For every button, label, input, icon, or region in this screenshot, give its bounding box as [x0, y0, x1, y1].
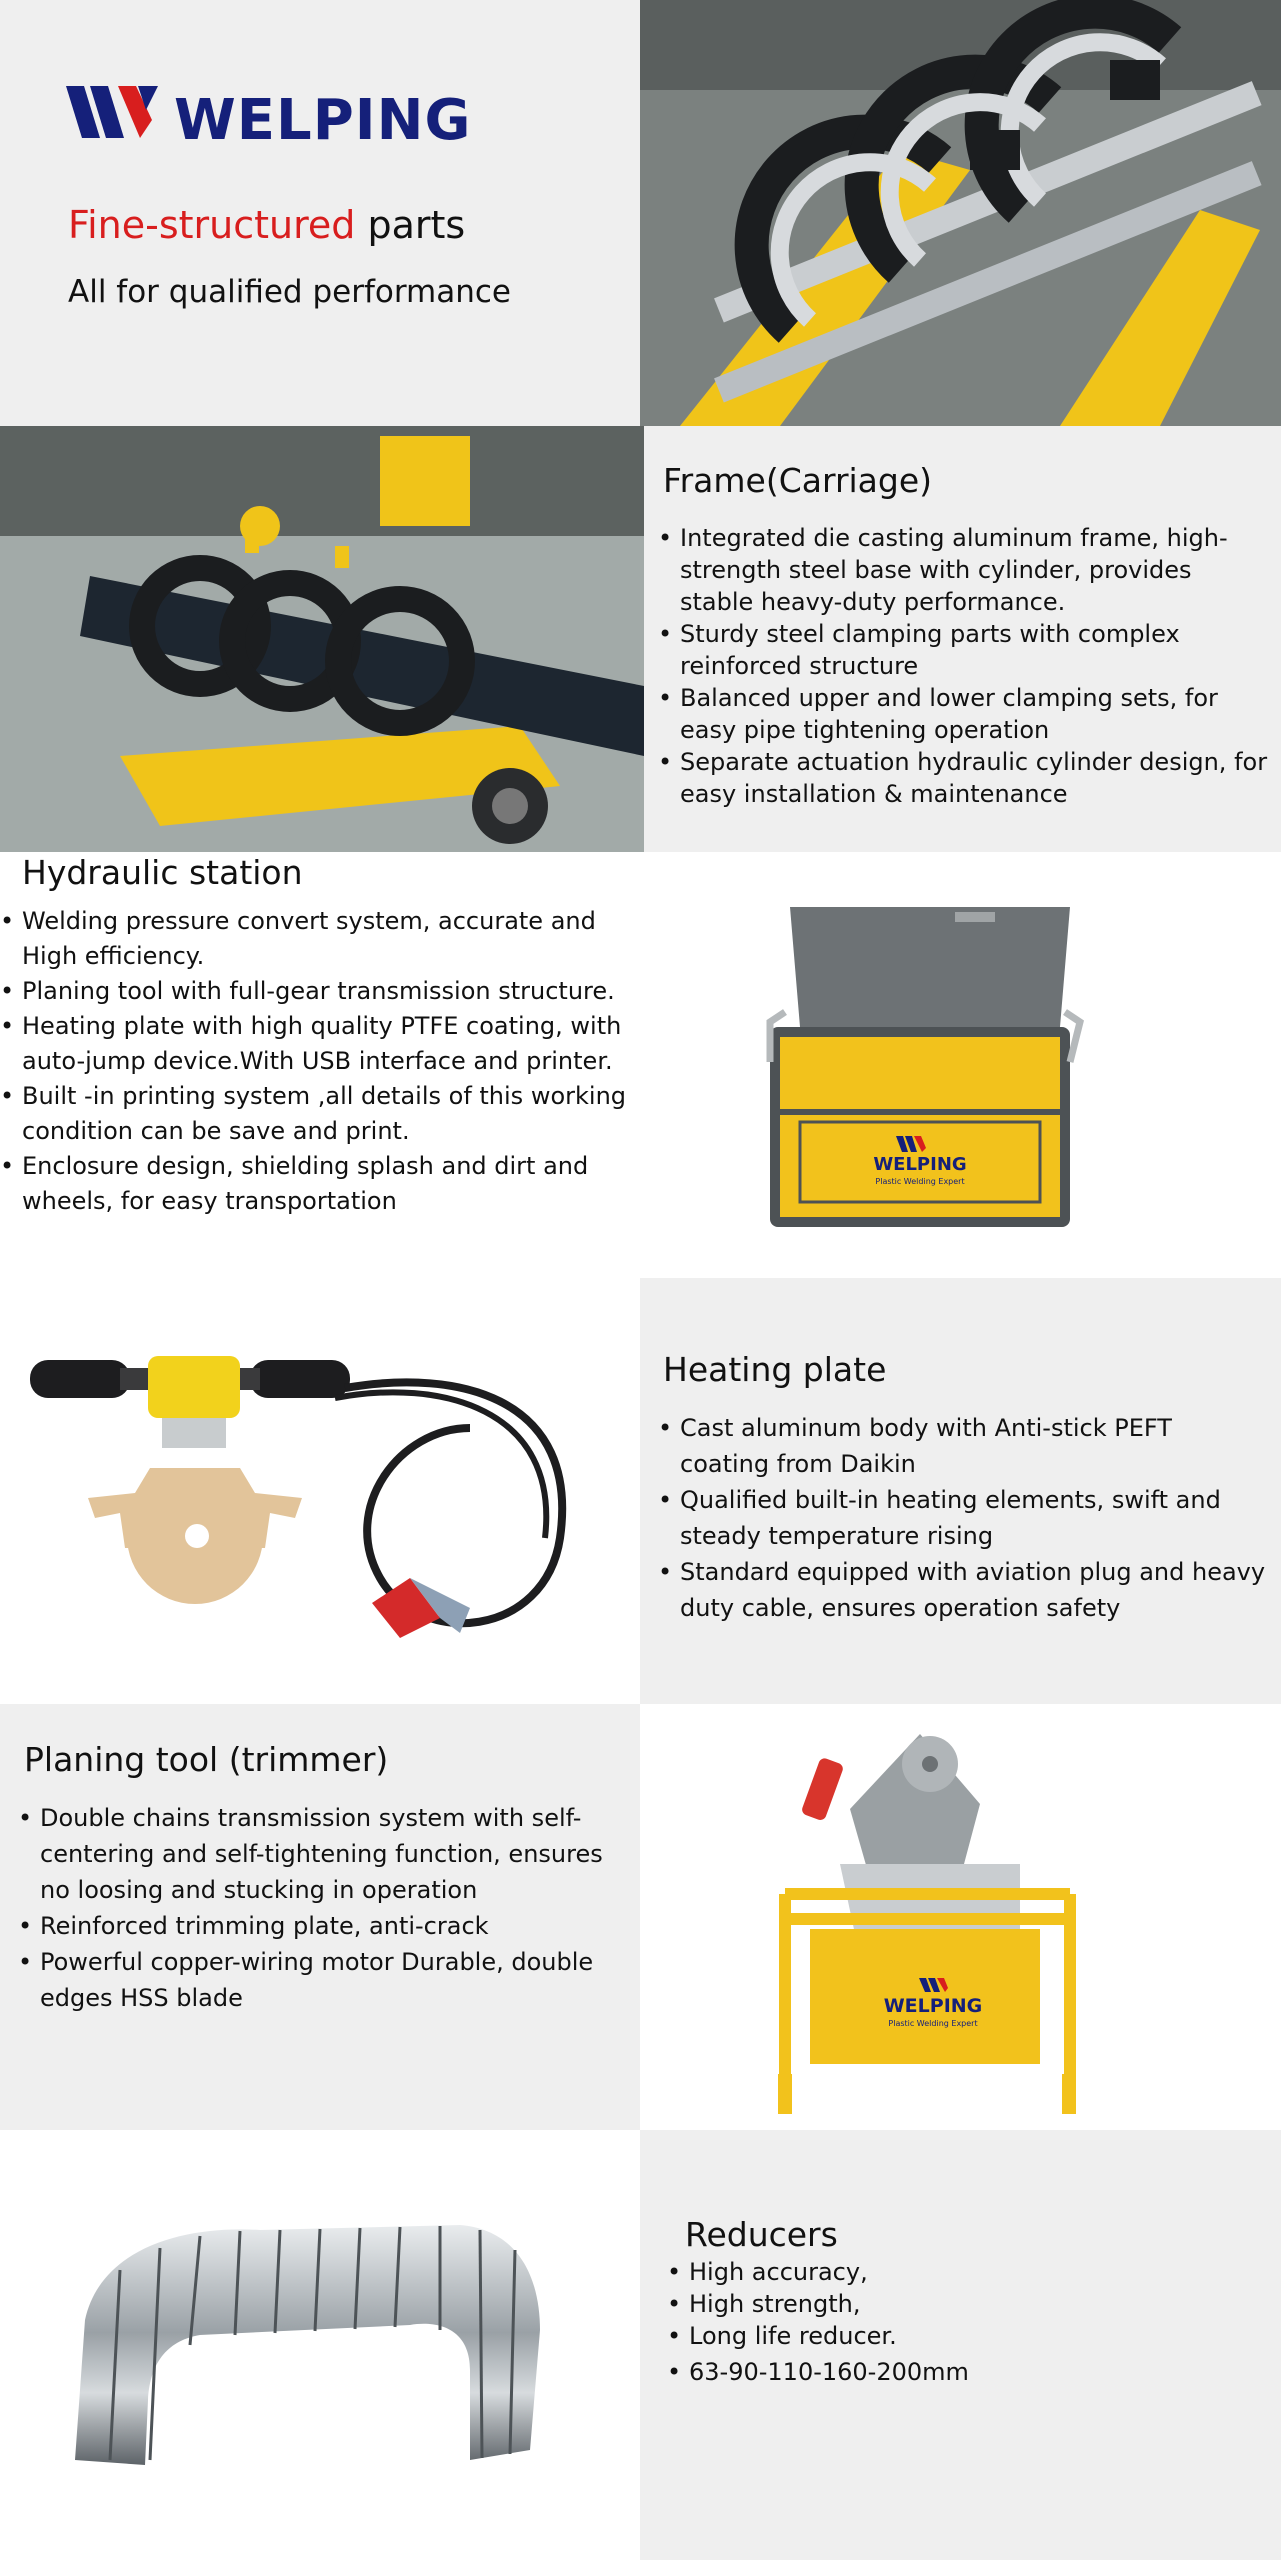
planing-tool-image: [640, 1704, 1281, 2130]
planing-list: [18, 1800, 628, 2016]
reducers-photo: [0, 2130, 640, 2560]
list-item: • Integrated die casting aluminum frame, high-strength steel base with cylinder, provides stable heavy-duty performance.: [658, 522, 1268, 618]
intro-heading-highlight: Fine-structured: [68, 203, 356, 247]
welping-logo-icon: [66, 80, 166, 144]
reducers-panel: [640, 2130, 1281, 2560]
reducers-title: Reducers: [685, 2215, 838, 2254]
frame-machine-image: [0, 426, 644, 852]
list-item: • High strength,: [667, 2288, 1267, 2320]
clamp-photo: [640, 0, 1281, 426]
list-item: • Powerful copper-wiring motor Durable, double edges HSS blade: [18, 1944, 628, 2016]
list-item: • Heating plate with high quality PTFE coating, with auto-jump device.With USB interface and printer.: [0, 1009, 640, 1079]
list-item: • 63-90-110-160-200mm: [667, 2356, 1267, 2388]
hydraulic-box-brand: WELPING: [873, 1154, 967, 1175]
reducer-inserts-image: [0, 2130, 640, 2560]
planing-panel: [0, 1704, 640, 2130]
hydraulic-list: [0, 904, 640, 1219]
intro-heading: [68, 203, 465, 247]
clamp-rings-image: [640, 0, 1281, 426]
list-item: • Long life reducer.: [667, 2320, 1267, 2352]
hydraulic-panel: [0, 852, 640, 1278]
list-item: • Double chains transmission system with self-centering and self-tightening function, ensures no loosing and stucking in operation: [18, 1800, 628, 1908]
list-item: • Standard equipped with aviation plug and heavy duty cable, ensures operation safety: [658, 1554, 1268, 1626]
list-item: • Separate actuation hydraulic cylinder design, for easy installation & maintenance: [658, 746, 1268, 810]
frame-panel: [644, 426, 1281, 852]
list-item: • Enclosure design, shielding splash and dirt and wheels, for easy transportation: [0, 1149, 640, 1219]
list-item: • Planing tool with full-gear transmission structure.: [0, 974, 640, 1009]
heating-list: [658, 1410, 1268, 1626]
heating-title: Heating plate: [663, 1350, 887, 1389]
planing-tool-brand: WELPING: [883, 1995, 983, 2017]
heating-panel: [640, 1278, 1281, 1704]
list-item: • Cast aluminum body with Anti-stick PEFT coating from Daikin: [658, 1410, 1268, 1482]
hydraulic-title: Hydraulic station: [22, 853, 303, 892]
planing-title: Planing tool (trimmer): [24, 1740, 389, 1779]
intro-heading-rest: parts: [355, 203, 466, 247]
list-item: • Balanced upper and lower clamping sets, for easy pipe tightening operation: [658, 682, 1268, 746]
list-item: • Welding pressure convert system, accurate and High efficiency.: [0, 904, 640, 974]
hydraulic-box-tagline: Plastic Welding Expert: [875, 1177, 965, 1186]
frame-photo: [0, 426, 644, 852]
list-item: • Reinforced trimming plate, anti-crack: [18, 1908, 628, 1944]
list-item: • Qualified built-in heating elements, swift and steady temperature rising: [658, 1482, 1268, 1554]
heating-plate-image: [0, 1278, 640, 1704]
frame-title: Frame(Carriage): [663, 461, 933, 500]
frame-list: [658, 522, 1268, 810]
heating-photo: [0, 1278, 640, 1704]
brand-name: WELPING: [174, 88, 472, 153]
planing-tool-tagline: Plastic Welding Expert: [888, 2019, 978, 2028]
list-item: • Built -in printing system ,all details of this working condition can be save and print.: [0, 1079, 640, 1149]
list-item: • Sturdy steel clamping parts with complex reinforced structure: [658, 618, 1268, 682]
intro-subheading: All for qualified performance: [68, 274, 511, 310]
planing-photo: [640, 1704, 1281, 2130]
list-item: • High accuracy,: [667, 2256, 1267, 2288]
intro-panel: [0, 0, 640, 426]
hydraulic-photo: [640, 852, 1281, 1278]
hydraulic-box-image: [640, 852, 1281, 1278]
reducers-list: [667, 2256, 1267, 2388]
